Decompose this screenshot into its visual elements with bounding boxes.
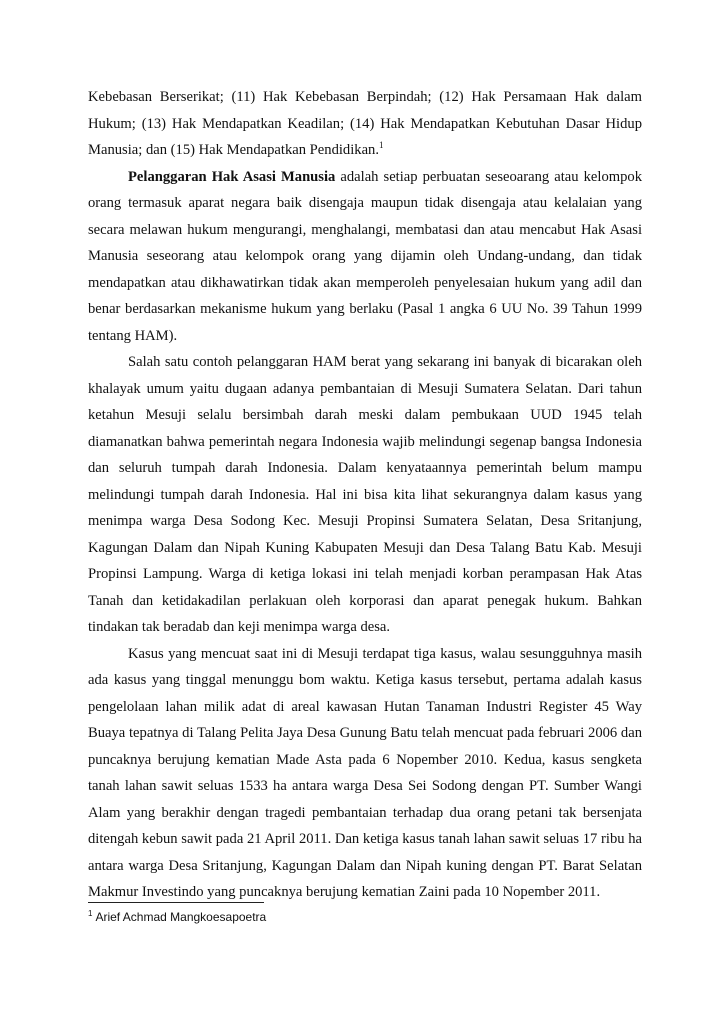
footnote-number: 1: [88, 909, 93, 918]
definition-text: adalah setiap perbuatan seseoarang atau kelompok orang termasuk aparat negara baik disengaja maupun tidak disengaja atau kelalaian yang secara melawan hukum mengurangi, menghalangi, membatasi dan atau mencabut Hak Asasi Manusia seseorang atau kelompok orang yang dijamin oleh Undang-undang, dan tidak mendapatkan atau dikhawatirkan tidak akan memperoleh penyelesaian hukum yang adil dan benar berdasarkan mekanisme hukum yang berlaku (Pasal 1 angka 6 UU No. 39 Tahun 1999 tentang HAM).: [88, 168, 642, 344]
paragraph-rights-list: [88, 84, 642, 164]
footnote-text: Arief Achmad Mangkoesapoetra: [95, 910, 267, 924]
paragraph-mesuji-example: Salah satu contoh pelanggaran HAM berat yang sekarang ini banyak di bicarakan oleh khalayak umum yaitu dugaan adanya pembantaian di Mesuji Sumatera Selatan. Dari tahun ketahun Mesuji selalu bersimbah darah meski dalam pembukaan UUD 1945 telah diamanatkan bahwa pemerintah negara Indonesia wajib melindungi segenap bangsa Indonesia dan seluruh tumpah darah Indonesia. Dalam kenyataannya pemerintah belum mampu melindungi tumpah darah Indonesia. Hal ini bisa kita lihat sekurangnya dalam kasus yang menimpa warga Desa Sodong Kec. Mesuji Propinsi Sumatera Selatan, Desa Sritanjung, Kagungan Dalam dan Nipah Kuning Kabupaten Mesuji dan Desa Talang Batu Kab. Mesuji Propinsi Lampung. Warga di ketiga lokasi ini telah menjadi korban perampasan Hak Atas Tanah dan ketidakadilan perlakuan oleh korporasi dan aparat penegak hukum. Bahkan tindakan tak beradab dan keji menimpa warga desa.: [88, 354, 642, 635]
body-text: [88, 84, 642, 906]
paragraph-definition: [88, 164, 642, 350]
footnote-reference: 1: [379, 140, 384, 151]
paragraph-rights-list-text: Kebebasan Berserikat; (11) Hak Kebebasan Berpindah; (12) Hak Persamaan Hak dalam Hukum; (13) Hak Mendapatkan Keadilan; (14) Hak Mendapatkan Kebutuhan Dasar Hidup Manusia; dan (15) Hak Mendapatkan Pendidikan.: [88, 89, 642, 158]
paragraph-mesuji-cases: Kasus yang mencuat saat ini di Mesuji terdapat tiga kasus, walau sesungguhnya masih ada kasus yang tinggal menunggu bom waktu. Ketiga kasus tersebut, pertama adalah kasus pengelolaan lahan milik adat di areal kawasan Hutan Tanaman Industri Register 45 Way Buaya tepatnya di Talang Pelita Jaya Desa Gunung Batu telah mencuat pada februari 2006 dan puncaknya berujung kematian Made Asta pada 6 Nopember 2010. Kedua, kasus sengketa tanah lahan sawit seluas 1533 ha antara warga Desa Sei Sodong dengan PT. Sumber Wangi Alam yang berakhir dengan tragedi pembantaian terhadap dua orang petani tak bersenjata ditengah kebun sawit pada 21 April 2011. Dan ketiga kasus tanah lahan sawit seluas 17 ribu ha antara warga Desa Sritanjung, Kagungan Dalam dan Nipah kuning dengan PT. Barat Selatan Makmur Investindo yang puncaknya berujung kematian Zaini pada 10 Nopember 2011.: [88, 645, 642, 900]
definition-term: Pelanggaran Hak Asasi Manusia: [128, 168, 336, 185]
footnote: [88, 909, 266, 925]
footnote-divider: [88, 902, 264, 903]
